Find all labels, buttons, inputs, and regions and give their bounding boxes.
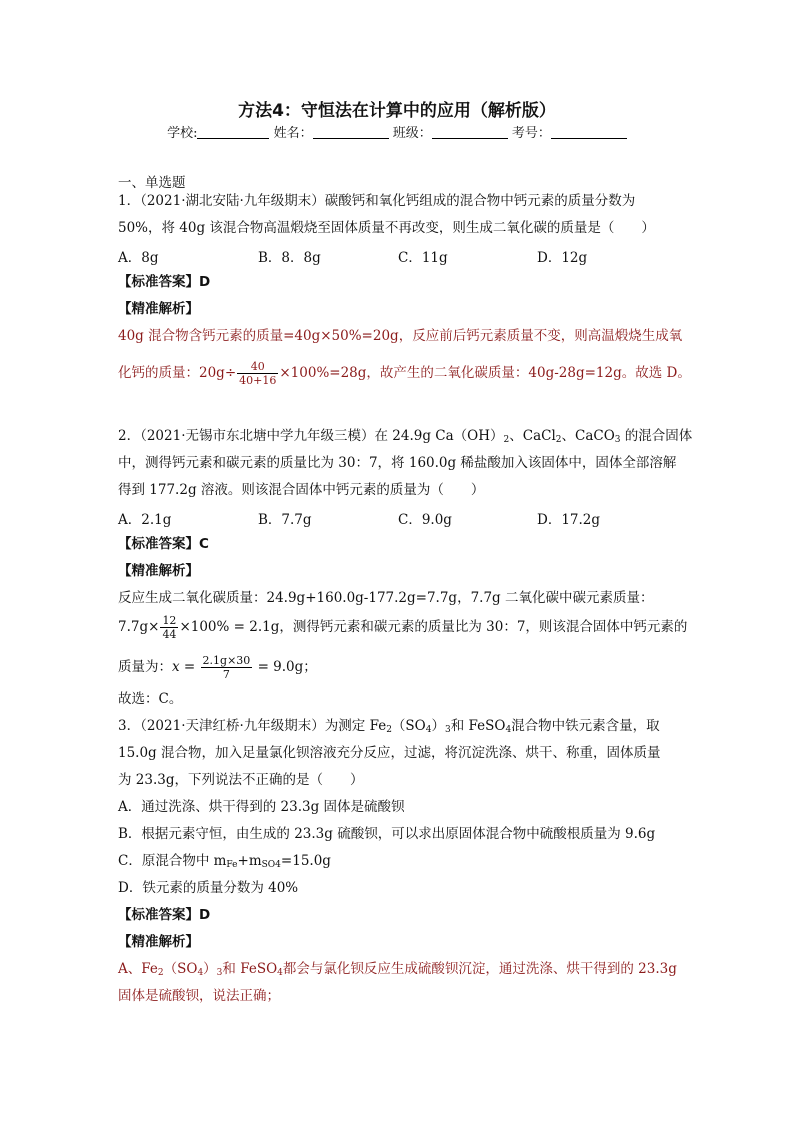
q2-fraction-1 [160,614,178,641]
q2-stem-text-b: 、CaCl [509,428,556,444]
q2-stem-text-d: 的混合固体 [620,428,693,444]
q1-solution-text-a: 化钙的质量：20g÷ [118,365,237,381]
q2-solution-line3 [118,650,317,684]
q2-option-a: A．2.1g [118,512,172,528]
q3-option-b: B．根据元素守恒，由生成的 23.3g 硫酸钡，可以求出原固体混合物中硫酸根质量为 9.6g [118,826,656,842]
q3-solution-subscript-2: 4 [197,968,204,978]
q3-stem-text-d: 和 FeSO [450,718,506,734]
q3-subscript-3: 3 [444,725,451,735]
q3-solution-line2: 固体是硫酸钡，说法正确； [118,988,280,1004]
q3-solution-subscript-4: 4 [277,968,283,978]
q2-option-d: D．17.2g [537,512,601,528]
q2-subscript-1: 2 [503,435,510,445]
q3-option-c-text-b: +m [237,853,262,869]
q2-solution-text-a: 7.7g× [118,619,160,635]
q3-option-c-text-c: =15.0g [280,853,331,869]
q1-fraction-denominator: 40+16 [239,374,277,387]
q3-option-d: D．铁元素的质量分数为 40% [118,880,299,896]
q3-solution-text-e: 都会与氯化钡反应生成硫酸钡沉淀，通过洗涤、烘干得到的 23.3g [282,961,677,977]
id-blank[interactable] [551,125,627,139]
q3-answer: 【标准答案】D [118,907,211,923]
q2-equals-sign: = [179,659,200,675]
q3-solution-subscript-1: 2 [157,968,164,978]
q2-solution-line4: 故选：C。 [118,691,183,707]
q2-solution-line2 [118,610,687,644]
q2-stem-line3: 得到 177.2g 溶液。则该混合固体中钙元素的质量为（ ） [118,482,485,498]
q3-subscript-1: 2 [386,725,392,735]
q3-option-c-text-a: C．原混合物中 m [118,853,227,869]
q3-solution-subscript-3: 3 [216,968,223,978]
q3-solution-text-d: 和 FeSO [222,961,278,977]
q3-analysis-label: 【精准解析】 [118,934,199,950]
q1-option-b: B．8．8g [258,250,321,266]
q1-stem-line1: 1．（2021·湖北安陆·九年级期末）碳酸钙和氧化钙组成的混合物中钙元素的质量分数为 [118,193,636,209]
q1-option-d: D．12g [537,250,588,266]
q2-subscript-2: 2 [555,435,562,445]
school-label: 学校: [167,126,198,141]
q2-option-c: C．9.0g [398,512,452,528]
q3-stem-text-c: ） [431,718,445,734]
q1-solution-line1: 40g 混合物含钙元素的质量=40g×50%=20g，反应前后钙元素质量不变，则高温煅烧生成氧 [118,328,683,344]
id-label: 考号： [511,126,551,141]
q2-fraction-2 [201,654,253,681]
q2-stem-line1 [118,427,692,445]
q1-analysis-label: 【精准解析】 [118,301,199,317]
q1-solution-line2 [118,354,691,392]
page-title: 方法4：守恒法在计算中的应用（解析版） [238,101,556,121]
name-blank[interactable] [313,125,389,139]
q1-stem-line2: 50%，将 40g 该混合物高温煅烧至固体质量不再改变，则生成二氧化碳的质量是（ ） [118,220,655,236]
q3-stem-text-a: 3．（2021·天津红桥·九年级期末）为测定 Fe [118,718,387,734]
q2-answer: 【标准答案】C [118,536,209,552]
q1-option-a: A．8g [118,250,159,266]
class-label: 班级： [392,126,432,141]
q1-fraction [237,360,278,387]
q3-stem-text-b: （SO [391,718,426,734]
section-heading: 一、单选题 [118,175,186,191]
q2-fraction-1-denominator: 44 [162,628,177,641]
name-label: 姓名： [273,126,313,141]
q2-option-b: B．7.7g [258,512,312,528]
q2-solution-text-d: = 9.0g； [253,659,317,675]
q1-solution-text-b: ×100%=28g，故产生的二氧化碳质量：40g-28g=12g。故选 D。 [279,365,691,381]
q3-option-c [118,852,331,870]
q2-fraction-1-numerator: 12 [162,614,177,627]
q3-option-a: A．通过洗涤、烘干得到的 23.3g 固体是硫酸钡 [118,799,405,815]
q3-solution-text-b: （SO [163,961,198,977]
q3-subscript-4: 4 [505,725,512,735]
q2-fraction-2-numerator: 2.1g×30 [202,654,251,667]
q2-stem-text-c: 、CaCO [561,428,615,444]
q3-stem-line3: 为 23.3g，下列说法不正确的是（ ） [118,772,364,788]
q2-solution-text-b: ×100% = 2.1g，测得钙元素和碳元素的质量比为 30：7，则该混合固体中钙元素的 [179,619,688,635]
q1-answer: 【标准答案】D [118,274,211,290]
q3-subscript-2: 4 [425,725,432,735]
q2-variable-x: x [172,659,180,675]
q2-stem-line2: 中，测得钙元素和碳元素的质量比为 30：7，将 160.0g 稀盐酸加入该固体中，固体全部溶解 [118,455,677,471]
q3-option-c-subscript-1: Fe [226,860,238,870]
q2-solution-text-c: 质量为： [118,659,172,675]
q2-fraction-2-denominator: 7 [222,668,230,681]
q3-stem-line1 [118,717,660,735]
q3-option-c-subscript-2: SO4 [261,860,281,870]
q2-analysis-label: 【精准解析】 [118,563,199,579]
q3-stem-line2: 15.0g 混合物，加入足量氯化钡溶液充分反应，过滤，将沉淀洗涤、烘干、称重，固体质量 [118,745,661,761]
q3-solution-text-a: A、Fe [118,961,158,977]
q1-fraction-numerator: 40 [237,360,278,374]
class-blank[interactable] [432,125,508,139]
q2-stem-text-a: 2．（2021·无锡市东北塘中学九年级三模）在 24.9g Ca（OH） [118,428,504,444]
q2-solution-line1: 反应生成二氧化碳质量：24.9g+160.0g-177.2g=7.7g，7.7g 二氧化碳中碳元素质量： [118,590,654,606]
q3-solution-text-c: ） [203,961,217,977]
q2-subscript-3: 3 [614,435,621,445]
q1-option-c: C．11g [398,250,448,266]
q3-stem-text-e: 混合物中铁元素含量，取 [511,718,660,734]
student-info-line [0,122,794,141]
school-blank[interactable] [197,125,269,139]
q3-solution-line1 [118,960,677,978]
